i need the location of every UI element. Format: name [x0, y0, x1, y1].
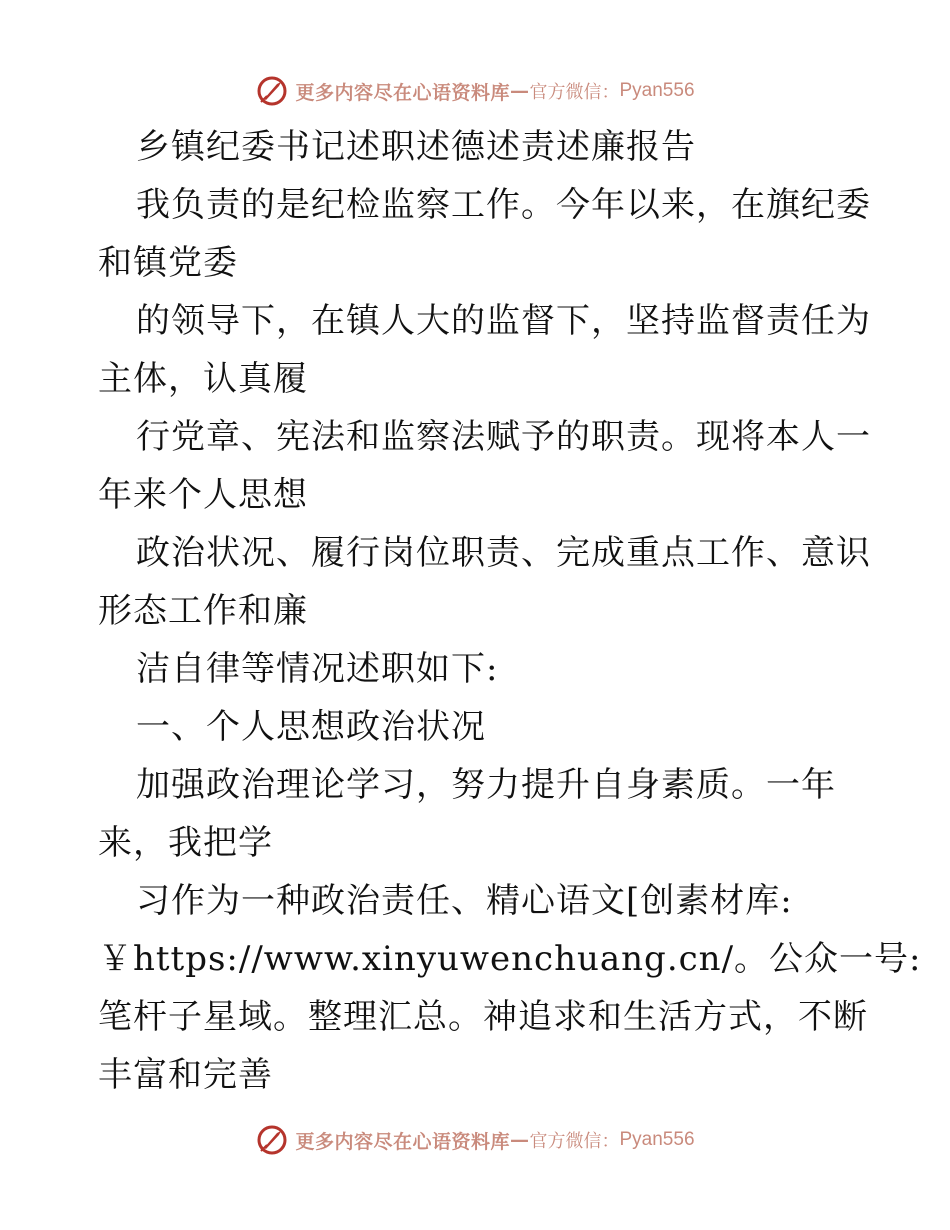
document-line: 丰富和完善 — [98, 1055, 273, 1095]
document-line: 形态工作和廉 — [98, 591, 308, 631]
header-watermark — [0, 71, 950, 111]
watermark-brand: 更多内容尽在心语资料库 — [295, 81, 510, 104]
document-line: 加强政治理论学习，努力提升自身素质。一年 — [136, 765, 836, 805]
document-line: ￥https://www.xinyuwenchuang.cn/。公众一号: — [98, 939, 922, 979]
document-line: 主体，认真履 — [98, 359, 308, 399]
document-line: 洁自律等情况述职如下: — [136, 649, 499, 689]
quill-logo-icon — [255, 1123, 289, 1157]
document-line: 笔杆子星域。整理汇总。神追求和生活方式，不断 — [98, 997, 868, 1037]
document-body — [98, 118, 922, 1104]
document-line: 来，我把学 — [98, 823, 273, 863]
watermark-wechat-label: 官方微信： — [529, 1131, 620, 1152]
watermark-brand: 更多内容尽在心语资料库 — [295, 1130, 510, 1153]
document-line: 的领导下，在镇人大的监督下，坚持监督责任为 — [136, 301, 871, 341]
document-line: 一、个人思想政治状况 — [136, 707, 486, 747]
watermark-wechat-id: Pyan556 — [619, 80, 695, 101]
watermark-separator: — — [510, 80, 530, 102]
document-line: 和镇党委 — [98, 243, 238, 283]
quill-logo-icon — [255, 74, 289, 108]
watermark-wechat-label: 官方微信： — [529, 82, 620, 103]
watermark-separator: — — [510, 1129, 530, 1151]
document-line: 习作为一种政治责任、精心语文[创素材库: — [136, 881, 793, 921]
document-line: 乡镇纪委书记述职述德述责述廉报告 — [136, 127, 696, 167]
document-line: 行党章、宪法和监察法赋予的职责。现将本人一 — [136, 417, 871, 457]
watermark-wechat-id: Pyan556 — [619, 1129, 695, 1150]
footer-watermark — [0, 1120, 950, 1160]
document-line: 年来个人思想 — [98, 475, 308, 515]
document-line: 政治状况、履行岗位职责、完成重点工作、意识 — [136, 533, 871, 573]
document-line: 我负责的是纪检监察工作。今年以来，在旗纪委 — [136, 185, 871, 225]
